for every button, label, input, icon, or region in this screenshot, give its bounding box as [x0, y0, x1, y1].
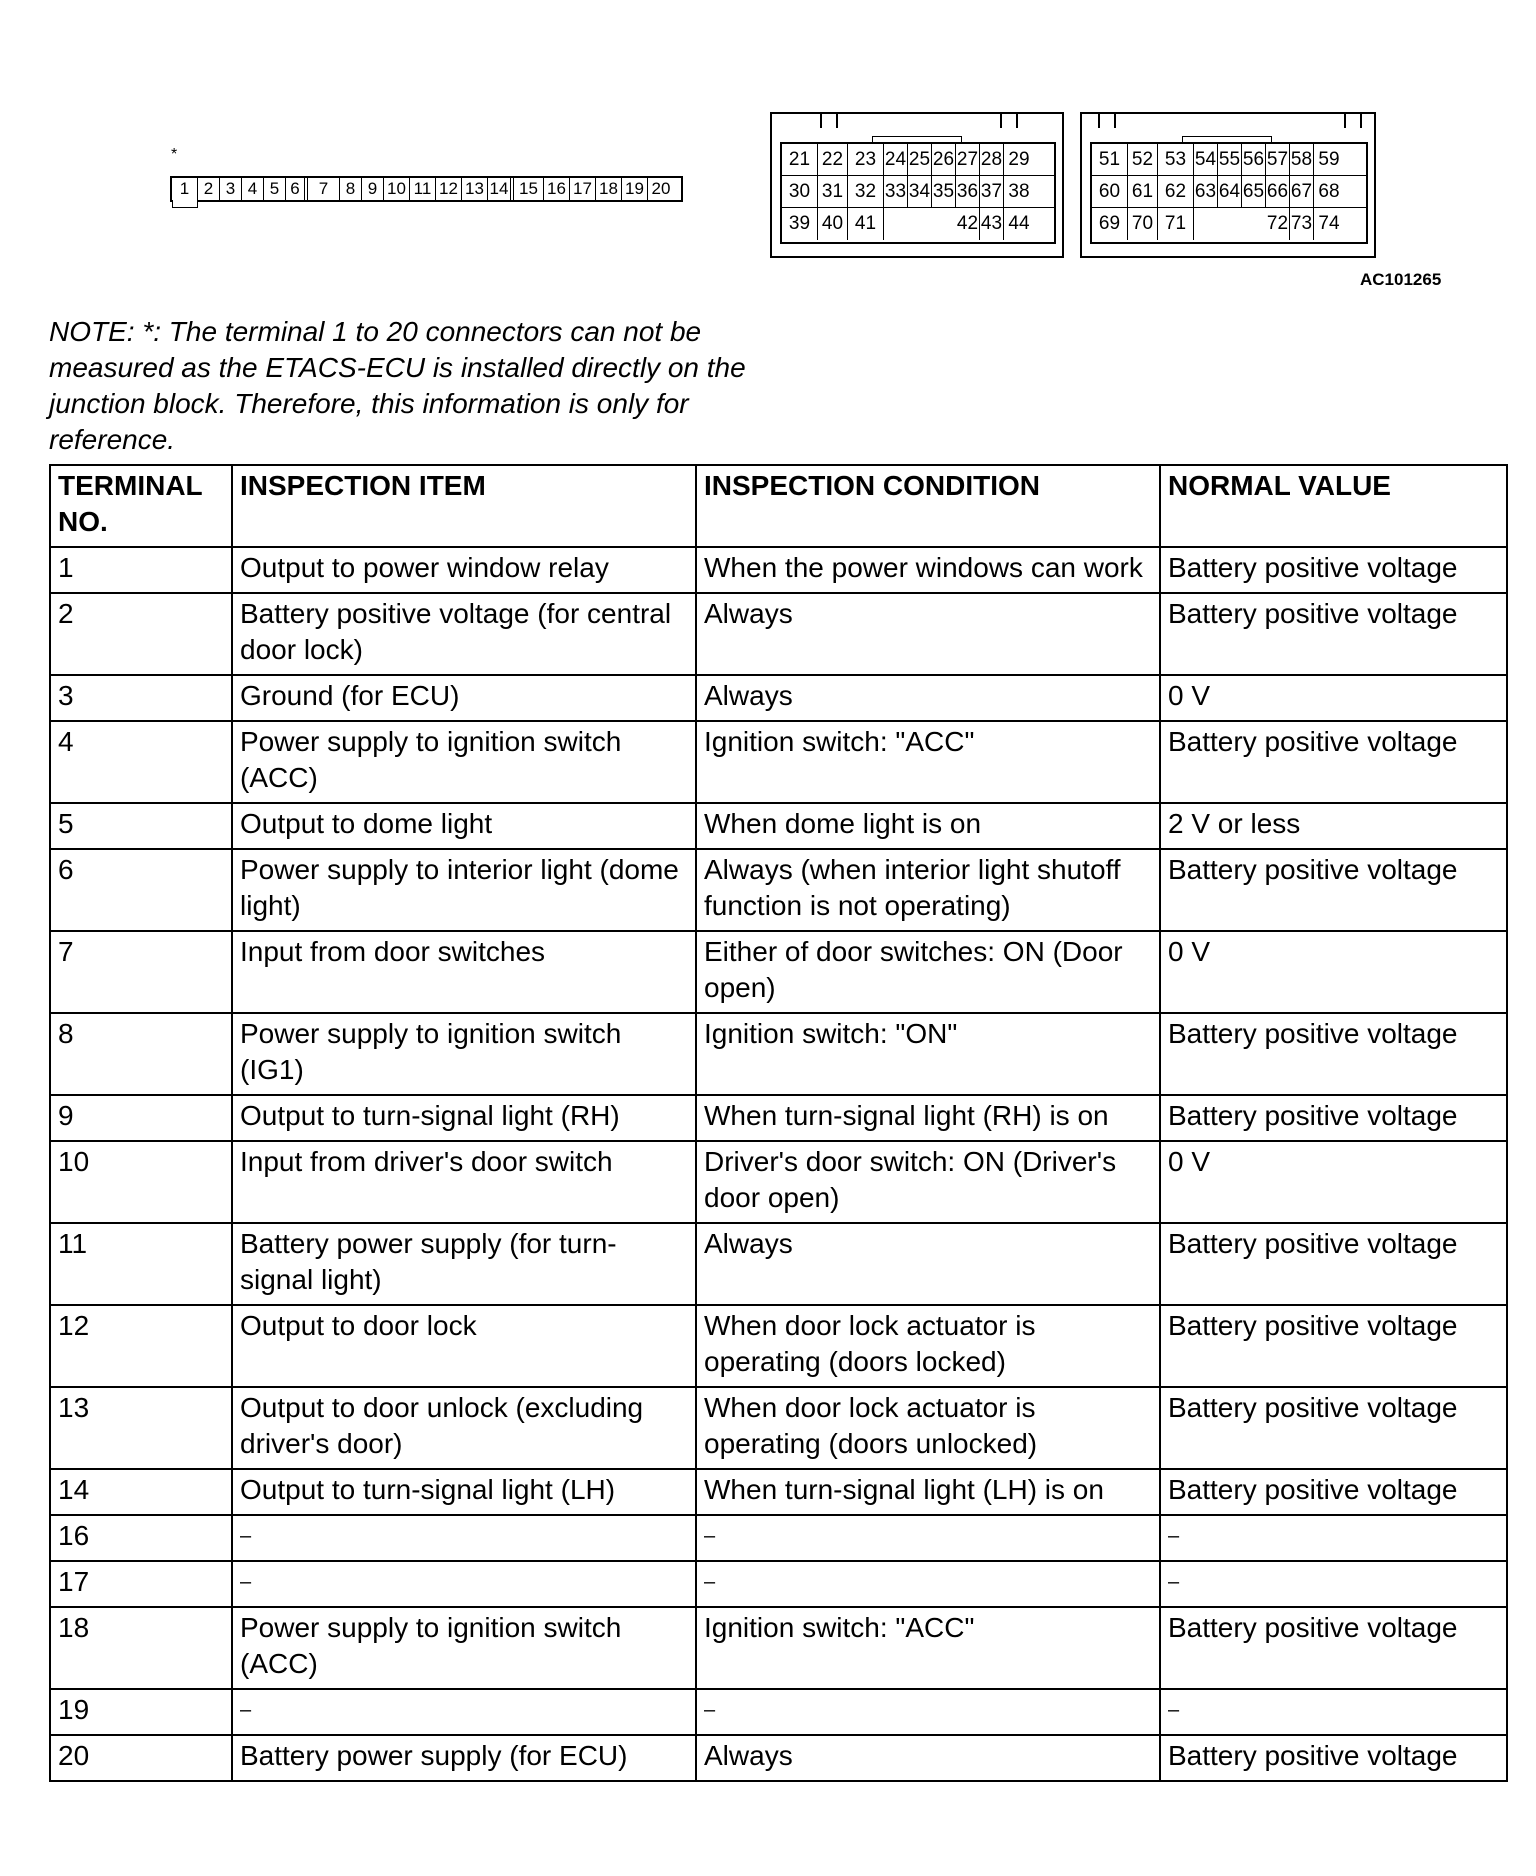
connector-row — [782, 208, 1054, 240]
connector-pin: 26 — [932, 144, 956, 175]
connector-pin: 23 — [848, 144, 884, 175]
connector-pin: 65 — [1242, 176, 1266, 207]
connector-pin: 64 — [1218, 176, 1242, 207]
header-normal-value: NORMAL VALUE — [1160, 465, 1507, 547]
connector-pin: 38 — [1008, 180, 1030, 202]
connector-pin: 40 — [818, 208, 848, 240]
strip-pin: 20 — [651, 179, 671, 198]
terminal-no-cell: 16 — [50, 1515, 232, 1561]
strip-pin: 18 — [596, 178, 622, 200]
table-header-row — [50, 465, 1507, 547]
connector-empty-slot — [908, 208, 932, 240]
inspection-condition-cell: Either of door switches: ON (Door open) — [696, 931, 1160, 1013]
normal-value-cell: – — [1160, 1561, 1507, 1607]
connector-pin: 55 — [1218, 144, 1242, 175]
connector-pin: 56 — [1242, 144, 1266, 175]
normal-value-cell: Battery positive voltage — [1160, 1735, 1507, 1781]
terminal-no-cell: 12 — [50, 1305, 232, 1387]
connector-pin: 24 — [884, 144, 908, 175]
normal-value-cell: Battery positive voltage — [1160, 1607, 1507, 1689]
strip-pin: 10 — [384, 178, 410, 200]
connector-pin: 42 — [956, 208, 980, 240]
inspection-condition-cell: – — [696, 1689, 1160, 1735]
connector-pin: 32 — [848, 176, 884, 207]
inspection-item-cell: Power supply to ignition switch (IG1) — [232, 1013, 696, 1095]
connector-pin: 51 — [1092, 144, 1128, 175]
connector-empty-slot — [884, 208, 908, 240]
connector-pin: 57 — [1266, 144, 1290, 175]
connector-pin: 37 — [980, 176, 1004, 207]
inspection-item-cell: Input from driver's door switch — [232, 1141, 696, 1223]
terminal-no-cell: 17 — [50, 1561, 232, 1607]
inspection-condition-cell: When door lock actuator is operating (doors unlocked) — [696, 1387, 1160, 1469]
inspection-item-cell: Battery power supply (for ECU) — [232, 1735, 696, 1781]
strip-pin: 14 — [488, 178, 514, 200]
strip-pin: 17 — [570, 178, 596, 200]
normal-value-cell: Battery positive voltage — [1160, 721, 1507, 803]
connector-strip-1-20 — [170, 176, 683, 202]
terminal-no-cell: 8 — [50, 1013, 232, 1095]
connector-pin: 29 — [1008, 148, 1030, 170]
inspection-condition-cell: Ignition switch: "ON" — [696, 1013, 1160, 1095]
normal-value-cell: Battery positive voltage — [1160, 1095, 1507, 1141]
connector-pin: 58 — [1290, 144, 1314, 175]
inspection-condition-cell: Ignition switch: "ACC" — [696, 721, 1160, 803]
asterisk-marker: * — [171, 146, 178, 163]
connector-pin: 60 — [1092, 176, 1128, 207]
terminal-no-cell: 5 — [50, 803, 232, 849]
inspection-item-cell: – — [232, 1561, 696, 1607]
connector-empty-slot — [1218, 208, 1242, 240]
inspection-condition-cell: Ignition switch: "ACC" — [696, 1607, 1160, 1689]
terminal-no-cell: 18 — [50, 1607, 232, 1689]
connector-pin: 62 — [1158, 176, 1194, 207]
inspection-condition-cell: Always — [696, 1223, 1160, 1305]
table-row — [50, 721, 1507, 803]
connector-21-44-grid — [780, 142, 1056, 244]
connector-pin: 52 — [1128, 144, 1158, 175]
note-text: NOTE: *: The terminal 1 to 20 connectors can not be measured as the ETACS-ECU is installed directly on the junction block. Therefore, this information is only for reference. — [49, 316, 746, 455]
table-row — [50, 1515, 1507, 1561]
strip-pin: 6 — [286, 178, 308, 200]
normal-value-cell: Battery positive voltage — [1160, 593, 1507, 675]
normal-value-cell: Battery positive voltage — [1160, 1013, 1507, 1095]
terminal-no-cell: 19 — [50, 1689, 232, 1735]
table-row — [50, 1223, 1507, 1305]
connector-21-44 — [770, 112, 1064, 258]
terminal-no-cell: 10 — [50, 1141, 232, 1223]
terminal-no-cell: 14 — [50, 1469, 232, 1515]
connector-pin: 53 — [1158, 144, 1194, 175]
inspection-condition-cell: When dome light is on — [696, 803, 1160, 849]
inspection-condition-cell: When turn-signal light (LH) is on — [696, 1469, 1160, 1515]
connector-row — [782, 176, 1054, 208]
connector-empty-slot — [932, 208, 956, 240]
normal-value-cell: Battery positive voltage — [1160, 1223, 1507, 1305]
connector-pin: 30 — [782, 176, 818, 207]
connector-pin: 61 — [1128, 176, 1158, 207]
table-row — [50, 1561, 1507, 1607]
inspection-condition-cell: Always — [696, 675, 1160, 721]
connector-51-74-grid — [1090, 142, 1368, 244]
connector-pin: 68 — [1318, 180, 1340, 202]
connector-pin: 33 — [884, 176, 908, 207]
inspection-condition-cell: When door lock actuator is operating (doors locked) — [696, 1305, 1160, 1387]
inspection-condition-cell: When turn-signal light (RH) is on — [696, 1095, 1160, 1141]
table-row — [50, 1689, 1507, 1735]
inspection-item-cell: Output to dome light — [232, 803, 696, 849]
connector-pin: 67 — [1290, 176, 1314, 207]
connector-pin: 27 — [956, 144, 980, 175]
terminal-no-cell: 2 — [50, 593, 232, 675]
connector-pin: 44 — [1008, 213, 1030, 234]
connector-pin: 69 — [1092, 208, 1128, 240]
strip-pin: 16 — [544, 178, 570, 200]
inspection-item-cell: Output to turn-signal light (LH) — [232, 1469, 696, 1515]
figure-reference: AC101265 — [1360, 270, 1442, 289]
inspection-item-cell: Output to door lock — [232, 1305, 696, 1387]
connector-latch — [1000, 112, 1018, 128]
table-row — [50, 931, 1507, 1013]
terminal-no-cell: 9 — [50, 1095, 232, 1141]
normal-value-cell: 0 V — [1160, 1141, 1507, 1223]
strip-pin: 4 — [242, 178, 264, 200]
terminal-no-cell: 3 — [50, 675, 232, 721]
connector-pin: 66 — [1266, 176, 1290, 207]
header-terminal-no: TERMINAL NO. — [50, 465, 232, 547]
connector-pin: 31 — [818, 176, 848, 207]
strip-pin: 11 — [410, 178, 436, 200]
table-row — [50, 675, 1507, 721]
terminal-no-cell: 1 — [50, 547, 232, 593]
header-inspection-item: INSPECTION ITEM — [232, 465, 696, 547]
table-row — [50, 1387, 1507, 1469]
connector-row — [1092, 208, 1366, 240]
terminal-no-cell: 4 — [50, 721, 232, 803]
normal-value-cell: 2 V or less — [1160, 803, 1507, 849]
connector-pin: 21 — [782, 144, 818, 175]
table-row — [50, 1735, 1507, 1781]
connector-pin: 22 — [818, 144, 848, 175]
connector-pin: 28 — [980, 144, 1004, 175]
inspection-item-cell: Battery positive voltage (for central door lock) — [232, 593, 696, 675]
terminal-inspection-table — [49, 464, 1508, 1782]
connector-row — [1092, 176, 1366, 208]
inspection-item-cell: Output to power window relay — [232, 547, 696, 593]
inspection-item-cell: Output to door unlock (excluding driver's door) — [232, 1387, 696, 1469]
header-inspection-condition: INSPECTION CONDITION — [696, 465, 1160, 547]
terminal-no-cell: 6 — [50, 849, 232, 931]
strip-pin: 12 — [436, 178, 462, 200]
table-row — [50, 1013, 1507, 1095]
connector-pin: 73 — [1290, 208, 1314, 240]
normal-value-cell: 0 V — [1160, 675, 1507, 721]
inspection-condition-cell: – — [696, 1515, 1160, 1561]
connector-pin: 70 — [1128, 208, 1158, 240]
table-row — [50, 1305, 1507, 1387]
strip-pin: 3 — [220, 178, 242, 200]
strip-pin: 5 — [264, 178, 286, 200]
connector-pin: 74 — [1318, 213, 1340, 234]
normal-value-cell: – — [1160, 1689, 1507, 1735]
connector-pin: 34 — [908, 176, 932, 207]
inspection-item-cell: Power supply to ignition switch (ACC) — [232, 721, 696, 803]
table-row — [50, 1469, 1507, 1515]
inspection-item-cell: Battery power supply (for turn-signal light) — [232, 1223, 696, 1305]
connector-pin: 25 — [908, 144, 932, 175]
table-body — [50, 547, 1507, 1781]
normal-value-cell: Battery positive voltage — [1160, 1469, 1507, 1515]
terminal-no-cell: 7 — [50, 931, 232, 1013]
normal-value-cell: Battery positive voltage — [1160, 849, 1507, 931]
connector-empty-slot — [1242, 208, 1266, 240]
connector-row — [782, 144, 1054, 176]
strip-pin: 19 — [622, 178, 648, 200]
inspection-condition-cell: Always — [696, 1735, 1160, 1781]
strip-pin: 7 — [308, 178, 340, 200]
connector-latch — [1344, 112, 1362, 128]
inspection-condition-cell: Always — [696, 593, 1160, 675]
table-row — [50, 803, 1507, 849]
inspection-item-cell: Power supply to interior light (dome light) — [232, 849, 696, 931]
connector-latch — [1098, 112, 1116, 128]
strip-pin: 1 — [172, 178, 198, 200]
connector-pin: 35 — [932, 176, 956, 207]
table-row — [50, 849, 1507, 931]
connector-strip-notch — [172, 200, 198, 208]
terminal-no-cell: 13 — [50, 1387, 232, 1469]
normal-value-cell: Battery positive voltage — [1160, 547, 1507, 593]
connector-latch — [820, 112, 838, 128]
inspection-condition-cell: When the power windows can work — [696, 547, 1160, 593]
table-row — [50, 547, 1507, 593]
connector-pin: 63 — [1194, 176, 1218, 207]
normal-value-cell: Battery positive voltage — [1160, 1305, 1507, 1387]
connector-pin: 36 — [956, 176, 980, 207]
strip-pin: 8 — [340, 178, 362, 200]
strip-pin: 9 — [362, 178, 384, 200]
inspection-condition-cell: Always (when interior light shutoff function is not operating) — [696, 849, 1160, 931]
inspection-item-cell: Input from door switches — [232, 931, 696, 1013]
connector-empty-slot — [1194, 208, 1218, 240]
connector-pin: 72 — [1266, 208, 1290, 240]
connector-51-74 — [1080, 112, 1376, 258]
terminal-no-cell: 11 — [50, 1223, 232, 1305]
inspection-item-cell: Power supply to ignition switch (ACC) — [232, 1607, 696, 1689]
strip-pin: 15 — [514, 178, 544, 200]
normal-value-cell: – — [1160, 1515, 1507, 1561]
inspection-item-cell: – — [232, 1689, 696, 1735]
strip-pin: 13 — [462, 178, 488, 200]
strip-pin: 2 — [198, 178, 220, 200]
normal-value-cell: Battery positive voltage — [1160, 1387, 1507, 1469]
table-row — [50, 1095, 1507, 1141]
normal-value-cell: 0 V — [1160, 931, 1507, 1013]
inspection-condition-cell: Driver's door switch: ON (Driver's door open) — [696, 1141, 1160, 1223]
inspection-item-cell: Output to turn-signal light (RH) — [232, 1095, 696, 1141]
connector-pin: 71 — [1158, 208, 1194, 240]
connector-pin: 39 — [782, 208, 818, 240]
table-row — [50, 1607, 1507, 1689]
inspection-item-cell: Ground (for ECU) — [232, 675, 696, 721]
connector-row — [1092, 144, 1366, 176]
inspection-condition-cell: – — [696, 1561, 1160, 1607]
connector-pin: 43 — [980, 208, 1004, 240]
connector-pin: 41 — [848, 208, 884, 240]
terminal-no-cell: 20 — [50, 1735, 232, 1781]
connector-pin: 59 — [1318, 148, 1340, 170]
connector-pin: 54 — [1194, 144, 1218, 175]
table-row — [50, 593, 1507, 675]
table-row — [50, 1141, 1507, 1223]
inspection-item-cell: – — [232, 1515, 696, 1561]
